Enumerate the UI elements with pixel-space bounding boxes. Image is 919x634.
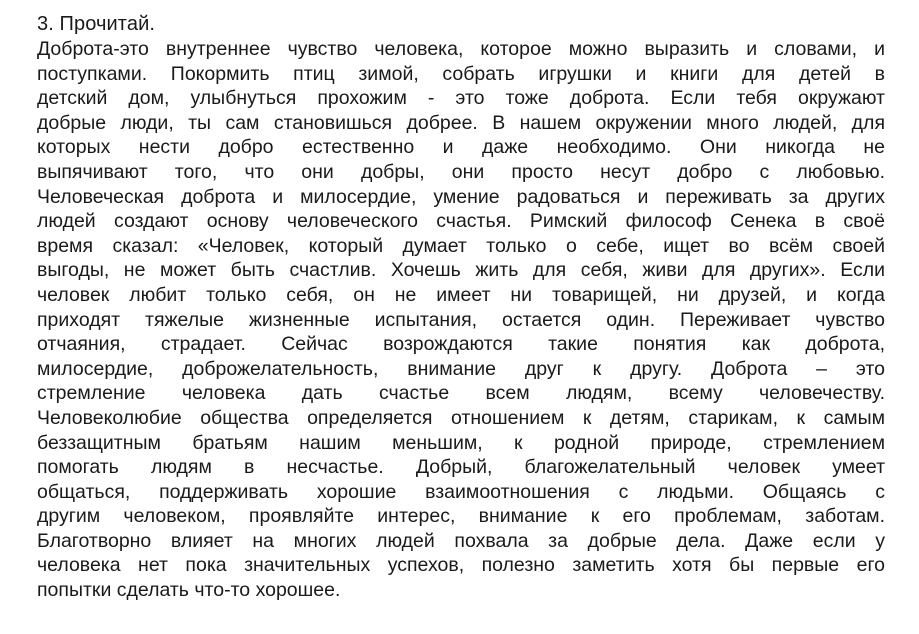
passage-line: приходят тяжелые жизненные испытания, остается один. Переживает чувство — [37, 308, 885, 331]
exercise-title: 3. Прочитай. — [37, 13, 155, 35]
passage-line: Доброта-это внутреннее чувство человека, которое можно выразить и словами, и — [37, 38, 885, 60]
passage-line: Благотворно влияет на многих людей похвала за добрые дела. Даже если у — [37, 529, 885, 552]
passage-line: беззащитным братьям нашим меньшим, к родной природе, стремлением — [37, 431, 885, 454]
document-page — [37, 12, 885, 603]
reading-passage — [37, 37, 885, 603]
passage-line: Человеческая доброта и милосердие, умение радоваться и переживать за других — [37, 185, 885, 208]
passage-line: попытки сделать что-то хорошее. — [37, 579, 341, 602]
passage-line: стремление человека дать счастье всем людям, всему человечеству. — [37, 382, 885, 405]
passage-line: добрые люди, ты сам становишься добрее. В нашем окружении много людей, для — [37, 111, 885, 134]
passage-line: человек любит только себя, он не имеет ни товарищей, ни друзей, и когда — [37, 283, 885, 306]
passage-line: другим человеком, проявляйте интерес, внимание к его проблемам, заботам. — [37, 505, 885, 528]
passage-line: милосердие, доброжелательность, внимание друг к другу. Доброта – это — [37, 357, 885, 380]
passage-line: поступками. Покормить птиц зимой, собрать игрушки и книги для детей в — [37, 62, 885, 85]
passage-line: выпячивают того, что они добры, они просто несут добро с любовью. — [37, 160, 885, 183]
passage-line: выгоды, не может быть счастлив. Хочешь жить для себя, живи для других». Если — [37, 259, 885, 282]
passage-line: Человеколюбие общества определяется отношением к детям, старикам, к самым — [37, 406, 885, 429]
passage-line: которых нести добро естественно и даже необходимо. Они никогда не — [37, 136, 885, 159]
passage-line: человека нет пока значительных успехов, полезно заметить хотя бы первые его — [37, 554, 885, 577]
passage-line: отчаяния, страдает. Сейчас возрождаются такие понятия как доброта, — [37, 333, 885, 356]
passage-line: людей создают основу человеческого счастья. Римский философ Сенека в своё — [37, 210, 885, 233]
passage-line: детский дом, улыбнуться прохожим - это тоже доброта. Если тебя окружают — [37, 87, 885, 110]
passage-line: помогать людям в несчастье. Добрый, благожелательный человек умеет — [37, 456, 885, 479]
passage-line: общаться, поддерживать хорошие взаимоотношения с людьми. Общаясь с — [37, 480, 885, 503]
passage-line: время сказал: «Человек, который думает только о себе, ищет во всём своей — [37, 234, 885, 257]
